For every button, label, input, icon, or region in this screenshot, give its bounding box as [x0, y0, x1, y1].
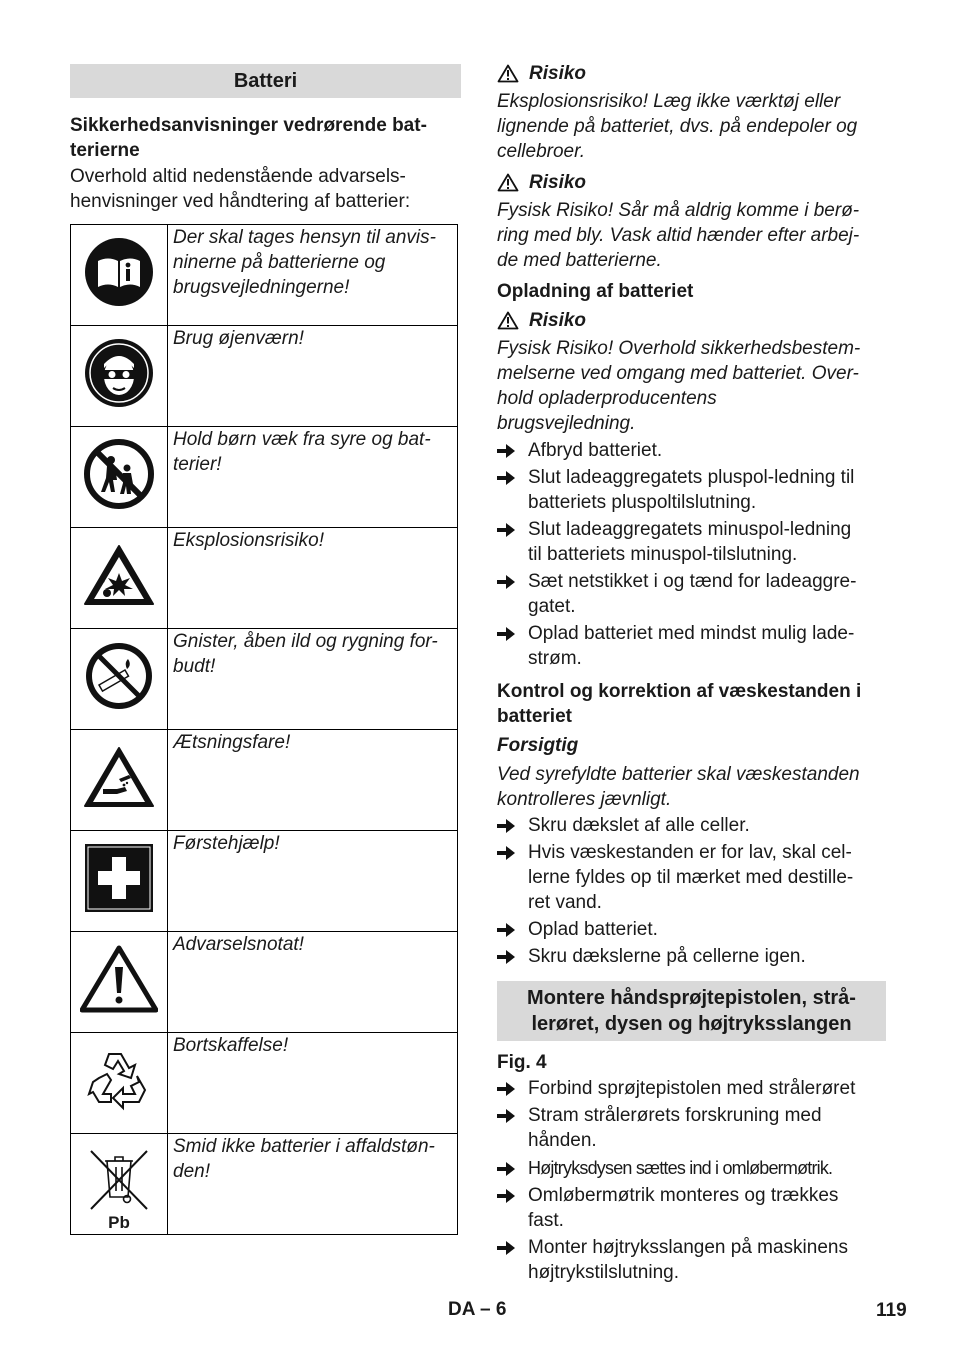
symbol-text: Smid ikke batterier i affaldstøn- den! [168, 1134, 458, 1235]
manual-book-icon [84, 237, 154, 307]
symbol-text: Førstehjælp! [168, 831, 458, 932]
arrow-right-icon [497, 438, 528, 463]
symbol-cell [71, 1033, 168, 1134]
symbol-cell [71, 730, 168, 831]
symbol-text: Der skal tages hensyn til anvis- ninerne på batterierne og brugsvejledningerne! [168, 225, 458, 326]
table-row [71, 427, 458, 528]
arrow-right-icon [497, 517, 528, 567]
level-steps [497, 813, 887, 969]
right-flow [497, 61, 887, 969]
arrow-right-icon [497, 621, 528, 671]
table-row [71, 1134, 458, 1235]
list-item: Oplad batteriet. [497, 917, 887, 942]
section-title-batteri: Batteri [70, 64, 461, 98]
symbol-text: Ætsningsfare! [168, 730, 458, 831]
level-heading: Kontrol og korrektion af væskestanden i batteriet [497, 681, 862, 727]
footer-language-page: DA – 6 [448, 1299, 507, 1320]
risk-text: Fysisk Risiko! Overhold sikkerhedsbestem- melserne ved omgang med batteriet. Over- hold opladerproducentens brugsvejledning. [497, 338, 861, 434]
list-item: Skru dækslet af alle celler. [497, 813, 887, 838]
arrow-right-icon [497, 1156, 528, 1181]
table-row [71, 831, 458, 932]
safety-subheading: Sikkerhedsanvisninger vedrørende bat- terierne [70, 115, 427, 161]
table-row [71, 730, 458, 831]
list-item: Højtryksdysen sættes ind i omløbermøtrik. [497, 1156, 887, 1181]
arrow-right-icon [497, 1183, 528, 1233]
symbol-table [70, 224, 458, 1235]
corrosive-warning-icon [83, 745, 155, 809]
table-row [71, 629, 458, 730]
warning-triangle-icon [497, 64, 519, 83]
risk-heading: Risiko [497, 308, 887, 333]
caution-label: Forsigtig [497, 735, 579, 756]
symbol-cell [71, 427, 168, 528]
no-fire-smoking-icon [84, 641, 154, 711]
crossed-bin-icon [87, 1147, 151, 1215]
table-row [71, 1033, 458, 1134]
arrow-right-icon [497, 1076, 528, 1101]
symbol-cell [71, 629, 168, 730]
symbol-text: Advarselsnotat! [168, 932, 458, 1033]
list-item: Monter højtryksslangen på maskinens højtrykstilslutning. [497, 1235, 887, 1285]
arrow-right-icon [497, 944, 528, 969]
list-item: Slut ladeaggregatets pluspol-ledning til batteriets pluspoltilslutning. [497, 465, 887, 515]
safety-intro: Overhold altid nedenstående advarsels- henvisninger ved håndtering af batterier: [70, 166, 411, 212]
warning-triangle-icon [497, 173, 519, 192]
symbol-text: Hold børn væk fra syre og bat- terier! [168, 427, 458, 528]
symbol-text: Bortskaffelse! [168, 1033, 458, 1134]
symbol-cell [71, 326, 168, 427]
table-row [71, 326, 458, 427]
symbol-cell [71, 528, 168, 629]
list-item: Omløbermøtrik monteres og trækkes fast. [497, 1183, 887, 1233]
symbol-text: Brug øjenværn! [168, 326, 458, 427]
arrow-right-icon [497, 813, 528, 838]
symbol-cell [71, 225, 168, 326]
charging-steps [497, 438, 887, 671]
explosion-warning-icon [83, 543, 155, 607]
risk-text: Eksplosionsrisiko! Læg ikke værktøj eller lignende på batteriet, dvs. på endepoler og cellebroer. [497, 91, 858, 162]
table-row [71, 225, 458, 326]
list-item: Hvis væskestanden er for lav, skal cel- lerne fyldes op til mærket med destille- ret vand. [497, 840, 887, 915]
symbol-text: Gnister, åben ild og rygning for- budt! [168, 629, 458, 730]
list-item: Afbryd batteriet. [497, 438, 887, 463]
risk-text: Fysisk Risiko! Sår må aldrig komme i berø- ring med bly. Vask altid hænder efter arbej- de med batterierne. [497, 200, 860, 271]
charging-heading: Opladning af batteriet [497, 281, 694, 302]
arrow-right-icon [497, 840, 528, 915]
arrow-right-icon [497, 465, 528, 515]
caution-text: Ved syrefyldte batterier skal væskestanden kontrolleres jævnligt. [497, 764, 860, 810]
list-item: Sæt netstikket i og tænd for ladeaggre- gatet. [497, 569, 887, 619]
pb-label: Pb [108, 1213, 130, 1232]
fig-label: Fig. 4 [497, 1052, 547, 1073]
list-item: Oplad batteriet med mindst mulig lade- strøm. [497, 621, 887, 671]
keep-children-away-icon [83, 438, 155, 510]
symbol-cell [71, 1134, 168, 1235]
warning-triangle-icon [497, 311, 519, 330]
list-item: Skru dækslerne på cellerne igen. [497, 944, 887, 969]
arrow-right-icon [497, 917, 528, 942]
table-row [71, 528, 458, 629]
list-item: Stram strålerørets forskruning med hånden. [497, 1103, 887, 1153]
recycling-icon [83, 1046, 155, 1114]
list-item: Forbind sprøjtepistolen med strålerøret [497, 1076, 887, 1101]
symbol-cell [71, 932, 168, 1033]
risk-heading: Risiko [497, 170, 887, 195]
mount-flow [497, 1050, 887, 1285]
list-item: Slut ladeaggregatets minuspol-ledning til batteriets minuspol-tilslutning. [497, 517, 887, 567]
symbol-text: Eksplosionsrisiko! [168, 528, 458, 629]
mount-section-title: Montere håndsprøjtepistolen, strå- lerøret, dysen og højtryksslangen [497, 981, 886, 1041]
arrow-right-icon [497, 569, 528, 619]
first-aid-icon [84, 843, 154, 913]
page-number: 119 [876, 1300, 907, 1321]
table-row [71, 932, 458, 1033]
arrow-right-icon [497, 1235, 528, 1285]
eye-protection-icon [84, 338, 154, 408]
warning-exclamation-icon [80, 945, 158, 1013]
risk-heading: Risiko [497, 61, 887, 86]
arrow-right-icon [497, 1103, 528, 1153]
symbol-cell [71, 831, 168, 932]
